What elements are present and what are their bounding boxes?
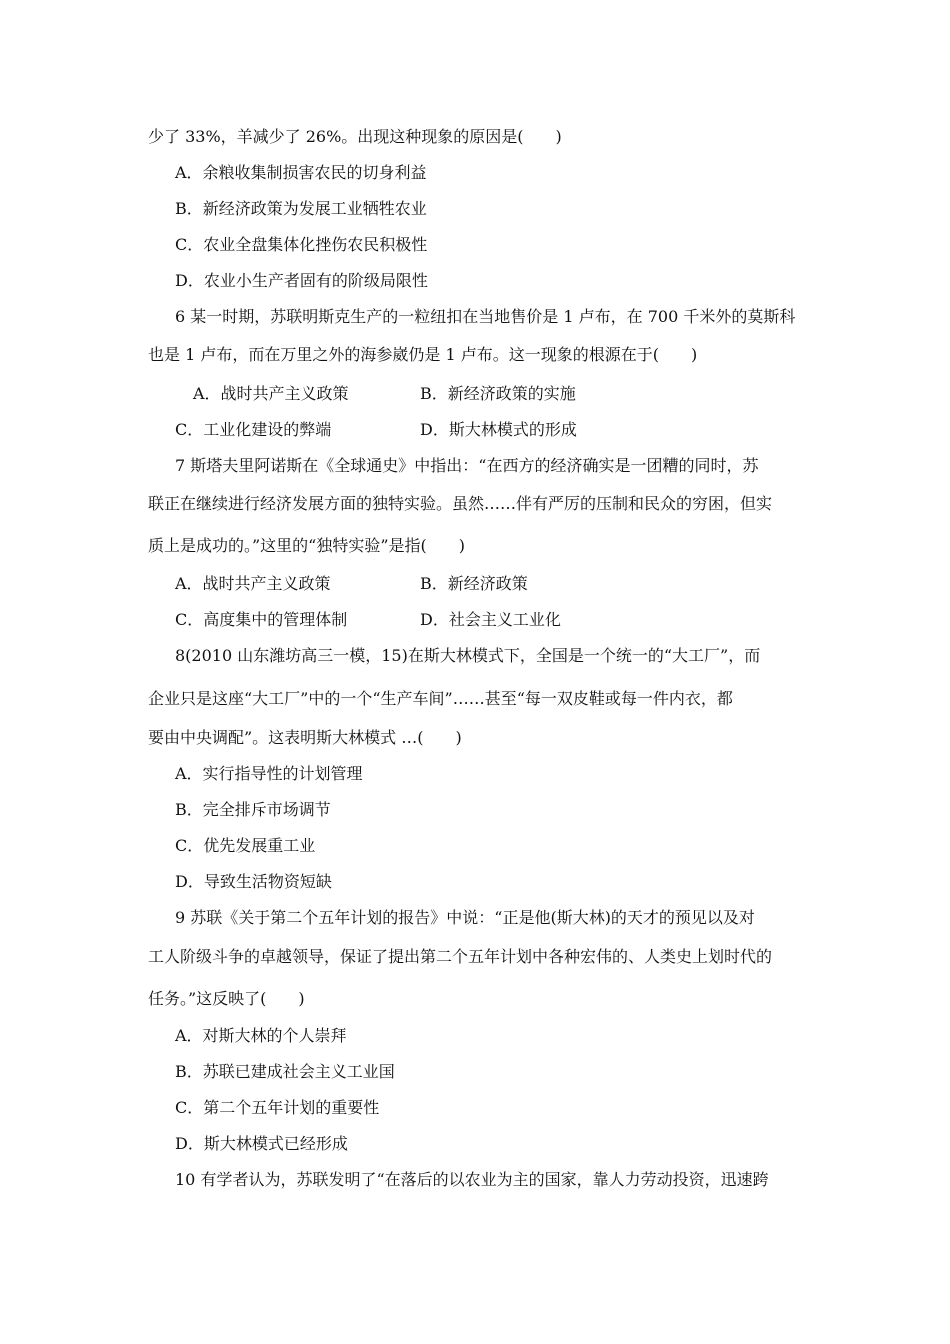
q7-stem-line1: 7 斯塔夫里阿诺斯在《全球通史》中指出：“在西方的经济确实是一团糟的同时，苏: [175, 456, 759, 475]
q8-stem-line2: 企业只是这座“大工厂”中的一个“生产车间”……甚至“每一双皮鞋或每一件内衣，都: [148, 689, 733, 708]
q5-option-d: D．农业小生产者固有的阶级局限性: [175, 271, 428, 290]
q5-option-a: A．余粮收集制损害农民的切身利益: [175, 163, 427, 182]
intro-line: 少了 33%，羊减少了 26%。出现这种现象的原因是( ): [148, 127, 562, 146]
q9-stem-line3: 任务。”这反映了( ): [148, 989, 305, 1008]
q6-option-d: D．斯大林模式的形成: [420, 420, 577, 439]
q6-option-c: C．工业化建设的弊端: [175, 420, 332, 439]
q7-stem-line2: 联正在继续进行经济发展方面的独特实验。虽然……伴有严厉的压制和民众的穷困，但实: [148, 494, 773, 513]
q8-option-b: B．完全排斥市场调节: [175, 800, 331, 819]
q10-stem-line1: 10 有学者认为，苏联发明了“在落后的以农业为主的国家，靠人力劳动投资，迅速跨: [175, 1170, 769, 1189]
q7-option-a: A．战时共产主义政策: [175, 574, 331, 593]
q9-option-a: A．对斯大林的个人崇拜: [175, 1026, 347, 1045]
q7-stem-line3: 质上是成功的。”这里的“独特实验”是指( ): [148, 536, 466, 555]
q8-option-c: C．优先发展重工业: [175, 836, 316, 855]
q8-option-d: D．导致生活物资短缺: [175, 872, 332, 891]
q5-option-b: B．新经济政策为发展工业牺牲农业: [175, 199, 427, 218]
q9-stem-line1: 9 苏联《关于第二个五年计划的报告》中说：“正是他(斯大林)的天才的预见以及对: [175, 908, 755, 927]
q6-stem-line2: 也是 1 卢布，而在万里之外的海参崴仍是 1 卢布。这一现象的根源在于( ): [148, 345, 698, 364]
q7-option-b: B．新经济政策: [420, 574, 528, 593]
q9-option-b: B．苏联已建成社会主义工业国: [175, 1062, 395, 1081]
q8-option-a: A．实行指导性的计划管理: [175, 764, 363, 783]
q5-option-c: C．农业全盘集体化挫伤农民积极性: [175, 235, 428, 254]
q7-option-d: D．社会主义工业化: [420, 610, 561, 629]
q8-stem-line1: 8(2010 山东潍坊高三一模，15)在斯大林模式下，全国是一个统一的“大工厂”，而: [175, 646, 761, 665]
q6-stem-line1: 6 某一时期，苏联明斯克生产的一粒纽扣在当地售价是 1 卢布，在 700 千米外的莫斯科: [175, 307, 796, 326]
q9-option-d: D．斯大林模式已经形成: [175, 1134, 348, 1153]
q7-option-c: C．高度集中的管理体制: [175, 610, 348, 629]
q6-option-b: B．新经济政策的实施: [420, 384, 576, 403]
q9-option-c: C．第二个五年计划的重要性: [175, 1098, 380, 1117]
q6-option-a: A．战时共产主义政策: [193, 384, 349, 403]
q8-stem-line3: 要由中央调配”。这表明斯大林模式 …( ): [148, 728, 462, 747]
q9-stem-line2: 工人阶级斗争的卓越领导，保证了提出第二个五年计划中各种宏伟的、人类史上划时代的: [148, 947, 773, 966]
